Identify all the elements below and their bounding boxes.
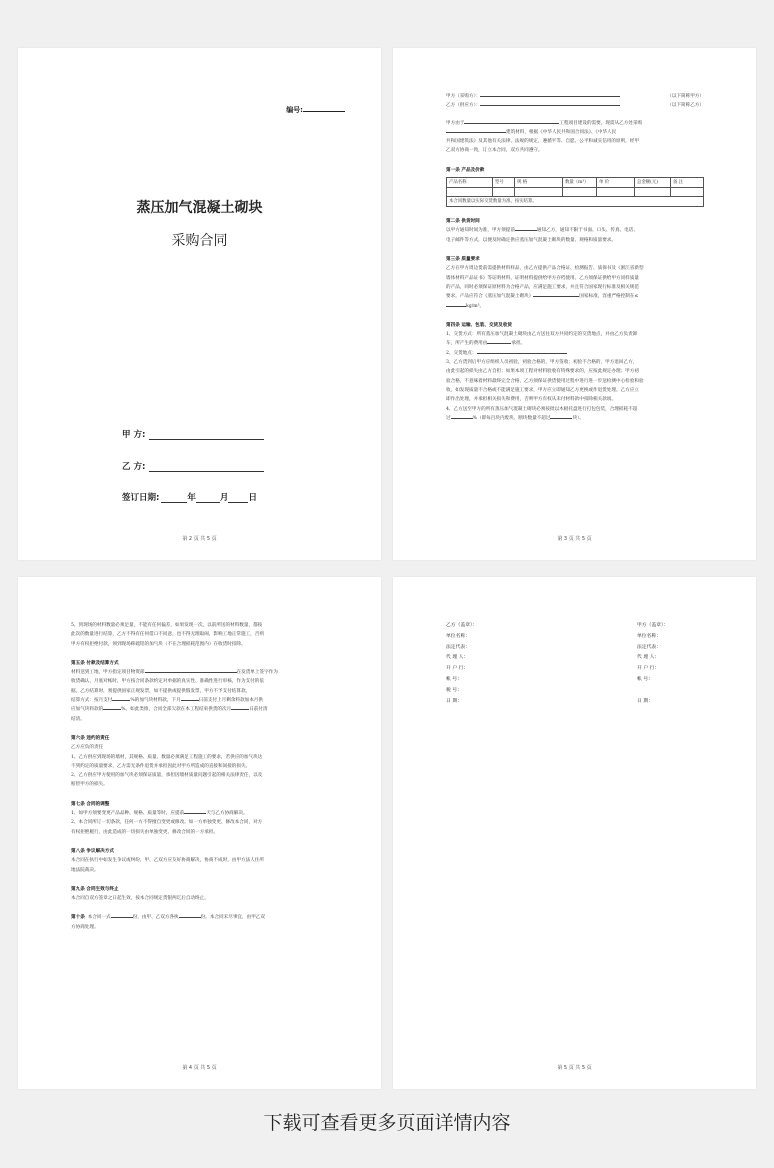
table-row xyxy=(447,188,704,197)
section-4-title: 第四条 运输、包装、交货及收货 xyxy=(446,322,512,328)
party-a-label: 甲 方: xyxy=(122,430,146,440)
section-5-title: 第五条 付款及结算方式 xyxy=(71,660,119,666)
signature-field: 开 户 行： xyxy=(637,666,660,672)
table-header-cell: 数量（m³） xyxy=(563,178,597,188)
page-content: 5、到现场的材料数量必须足量，不能有任何偏差，如果发现一次，以前所送的材料数量，都按 此次的数量进行结算，乙方不得有任何借口不同意，也不得无理取闹，影响工地正常施工，否则 甲方有权拒绝付款，须到现场称硫铝的加气块（不在合理损耗范围内）在收货时扣除。 第五条 付款及结算方式 材料送到工地，甲方指定项目物资部 在发货单上签字作为 收货确认，月底对帐时，甲方按合同条款约定对单据的真实性、准确性进行审核，作为支付的依 据。乙方结算时，须提供国家正规发票，如不提供或提供假发票，甲方不予支付结算款。 结算方式：按月支付 %的加气块材料款，下月 日前支付上月剩余料款加本月供 应加气块料款的 %。如此类推，合同全部欠款在本工程结束供货的次月 日前付清 结清。 第六条 违约的责任 乙方应负的责任 1、乙方供应到现场的墙材，其规格、质量、数量必须满足工程施工的要求，若供应的加气块达 不到约定的质量要求，乙方需无条件退货并承担因此对甲方所造成的直接和间接的损失。 2、乙方供应甲方使用的加气块必须保证质量，承担因墙材质量问题引起的相关法律责任，以及 赔偿甲方的损失。 第七条 合同的调整 1、如甲方须要变更产品品种、规格、质量等时，应提前 天与乙方协商解决。 2、本合同所订一切条款，任何一方不得擅自变更或修改。如一方单独变更、修改本合同，对方 有权拒绝履行，由此造成的一切损失由单独变更、修改合同的一方承担。 第八条 争议解决方式 本合同在执行中如发生争议或纠纷，甲、乙双方应友好协商解决，协商不成时，由甲方法人住所 地法院裁决。 第九条 合同生效与终止 本合同自双方签章之日起生效，按本合同规定货银两讫后自动终止。 第十条 本合同一式 份，由甲、乙双方各执 份。本合同未尽事宜，由甲乙双 方协商处理。 xyxy=(71,621,329,932)
signature-field: 开 户 行： xyxy=(446,666,469,672)
year-label: 年 xyxy=(187,493,196,503)
signature-block xyxy=(446,621,704,707)
section-9-title: 第九条 合同生效与终止 xyxy=(71,886,119,892)
cover-page xyxy=(18,48,381,560)
signature-field: 帐 号： xyxy=(637,676,653,682)
contract-number-blank xyxy=(303,106,345,112)
signature-field: 乙方（盖章）： xyxy=(446,623,478,628)
contract-number xyxy=(286,105,345,115)
product-table xyxy=(446,177,704,207)
page-number: 第 3 页 共 5 页 xyxy=(557,536,592,542)
section-2-title: 第二条 供货时间 xyxy=(446,219,480,225)
table-header-cell: 单 价 xyxy=(597,178,635,188)
download-more-caption[interactable]: 下载可查看更多页面详情内容 xyxy=(263,1112,511,1134)
party-a-blank xyxy=(149,431,264,440)
page-number: 第 2 页 共 5 页 xyxy=(182,536,217,542)
month-blank xyxy=(196,494,220,503)
party-a-field xyxy=(122,428,264,440)
page-number: 第 4 页 共 5 页 xyxy=(182,1065,217,1071)
section-6-title: 第六条 违约的责任 xyxy=(71,735,110,741)
signature-field: 帐 号： xyxy=(446,676,462,682)
section-3-title: 第三条 质量要求 xyxy=(446,257,480,263)
section-8-title: 第八条 争议解决方式 xyxy=(71,848,114,854)
table-note: 本合同数量以实际交货数量为准，按实结算。 xyxy=(447,196,704,206)
contract-number-label: 编号: xyxy=(286,106,303,114)
cover-title: 蒸压加气混凝土砌块 xyxy=(136,200,263,216)
signature-field: 单位名称： xyxy=(637,633,661,639)
party-b-signature xyxy=(446,621,575,707)
table-header-row xyxy=(447,178,704,188)
table-header-cell: 备 注 xyxy=(671,178,704,188)
month-label: 月 xyxy=(219,493,229,503)
contract-page-4 xyxy=(18,577,381,1089)
signature-field: 代 理 人： xyxy=(637,655,660,661)
signature-field: 法定代表： xyxy=(637,644,661,650)
signature-field: 代 理 人： xyxy=(446,655,469,661)
day-label: 日 xyxy=(248,493,257,503)
party-b-line: 乙方（供应方）： （以下简称乙方） xyxy=(446,103,704,109)
signature-field: 单位名称： xyxy=(446,633,470,639)
signature-field: 日 期： xyxy=(446,698,462,704)
table-header-cell: 型号 xyxy=(493,178,515,188)
signature-page xyxy=(393,577,756,1089)
section-10-title: 第十条 xyxy=(71,915,85,921)
table-note-row xyxy=(447,196,704,206)
cover-subtitle: 采购合同 xyxy=(171,233,228,249)
sign-date-field xyxy=(122,491,257,503)
signature-field: 甲方（盖章）： xyxy=(637,623,669,628)
signature-field: 日 期： xyxy=(637,698,653,704)
table-header-cell: 产品名称 xyxy=(447,178,493,188)
sign-date-label: 签订日期: xyxy=(122,493,160,503)
intro-paragraph: 甲方由于 工程项目建设的需要，现需从乙方处采购 建筑材料，根据《中华人民共和国合同法》、《中华人民 共和国建筑法》及其他有关法律、法规的规定，遵循平等、自愿、公平和诚实信用的原则，经甲 乙双方协商一致，订立本合同，双方共同遵守。 xyxy=(446,120,643,154)
section-1-title: 第一条 产品及价款 xyxy=(446,167,485,173)
party-b-blank xyxy=(149,463,264,472)
page-content: 甲方（采购方）： （以下简称甲方） 乙方（供应方）： （以下简称乙方） 甲方由于 工程项目建设的需要，现需从乙方处采购 建筑材料，根据《中华人民共和国合同法》、《中华人民 共和国建筑法》及其他有关法律、法规的规定，遵循平等、自愿、公平和诚实信用的原则，经甲 乙双方协商一致，订立本合同，双方共同遵守。 第一条 产品及价款 产品名称 型号 规 格 数量（m³） 单 价 总金额(元) 备 注 本合同数量以实际交货数量为准，按实结算。 第二条 供货时间 以甲方通知时间为准，甲方须提前 通知乙方，通知不限于书面、口头、传真、电话、 电子邮件等方式，以便及时确定供应蒸压加气混凝土砌块的数量、规格和质量要求。 第三条 质量要求 乙方在甲方周边货前需提供材料样品，由乙方提供产品合格证、检测报告、质保书及《浙江省新型 墙体材料产品证书》等证明材料，证明材料提供给甲方存档使用。乙方须保证供给甲方同样质量 的产品，同时必须保证原材料为合格产品，应满足施工要求，并且符合国家现行标准及相关规范 要求，产品应符合《蒸压加气混凝土砌块》 国家标准，容重严格控制在≤ kg/m³。 第四条 运输、包装、交货及收货 1、交货方式：所有蒸压加气混凝土砌块由乙方送往双方共同约定的交货地点，并由乙方负责卸 车，所产生的费用由 承担。 2、交货地点： 3、乙方货到后甲方应组织人员初验，初验合格的，甲方签收；初验不合格的，甲方退回乙方， 由此引起的损失由乙方自担；如果本项工程对材料验收有特殊要求的，应按此规定办理；甲方初 验合格，不意味着材料最终完全合格，乙方须保证供货使用过程中进行进一步送检测中心检验和验 收，如发现质量不合格或不能满足施工要求，甲方应立即通知乙方更换或作退货处理。乙方应立 即作出处理，并承担相关损失和费用，否则甲方有权从未付材料款中扣除相关款项。 4、乙方送至甲方的所有蒸压加气混凝土砌块必须按批以木板托盘进行打包包装，合理损耗不超 过 %（即每百块内废块、断块数量不超过 块）。 xyxy=(446,94,704,421)
page-number: 第 5 页 共 5 页 xyxy=(557,1065,592,1071)
year-blank xyxy=(161,494,187,503)
signature-field: 税 号： xyxy=(446,687,462,693)
table-header-cell: 总金额(元) xyxy=(635,178,671,188)
party-b-field xyxy=(122,460,264,472)
day-blank xyxy=(228,494,248,503)
party-a-line: 甲方（采购方）： （以下简称甲方） xyxy=(446,94,704,99)
party-a-signature xyxy=(575,621,704,707)
section-7-title: 第七条 合同的调整 xyxy=(71,801,110,807)
party-b-label: 乙 方: xyxy=(122,462,146,472)
table-header-cell: 规 格 xyxy=(515,178,563,188)
signature-field: 法定代表： xyxy=(446,644,470,650)
contract-page-3 xyxy=(393,48,756,560)
